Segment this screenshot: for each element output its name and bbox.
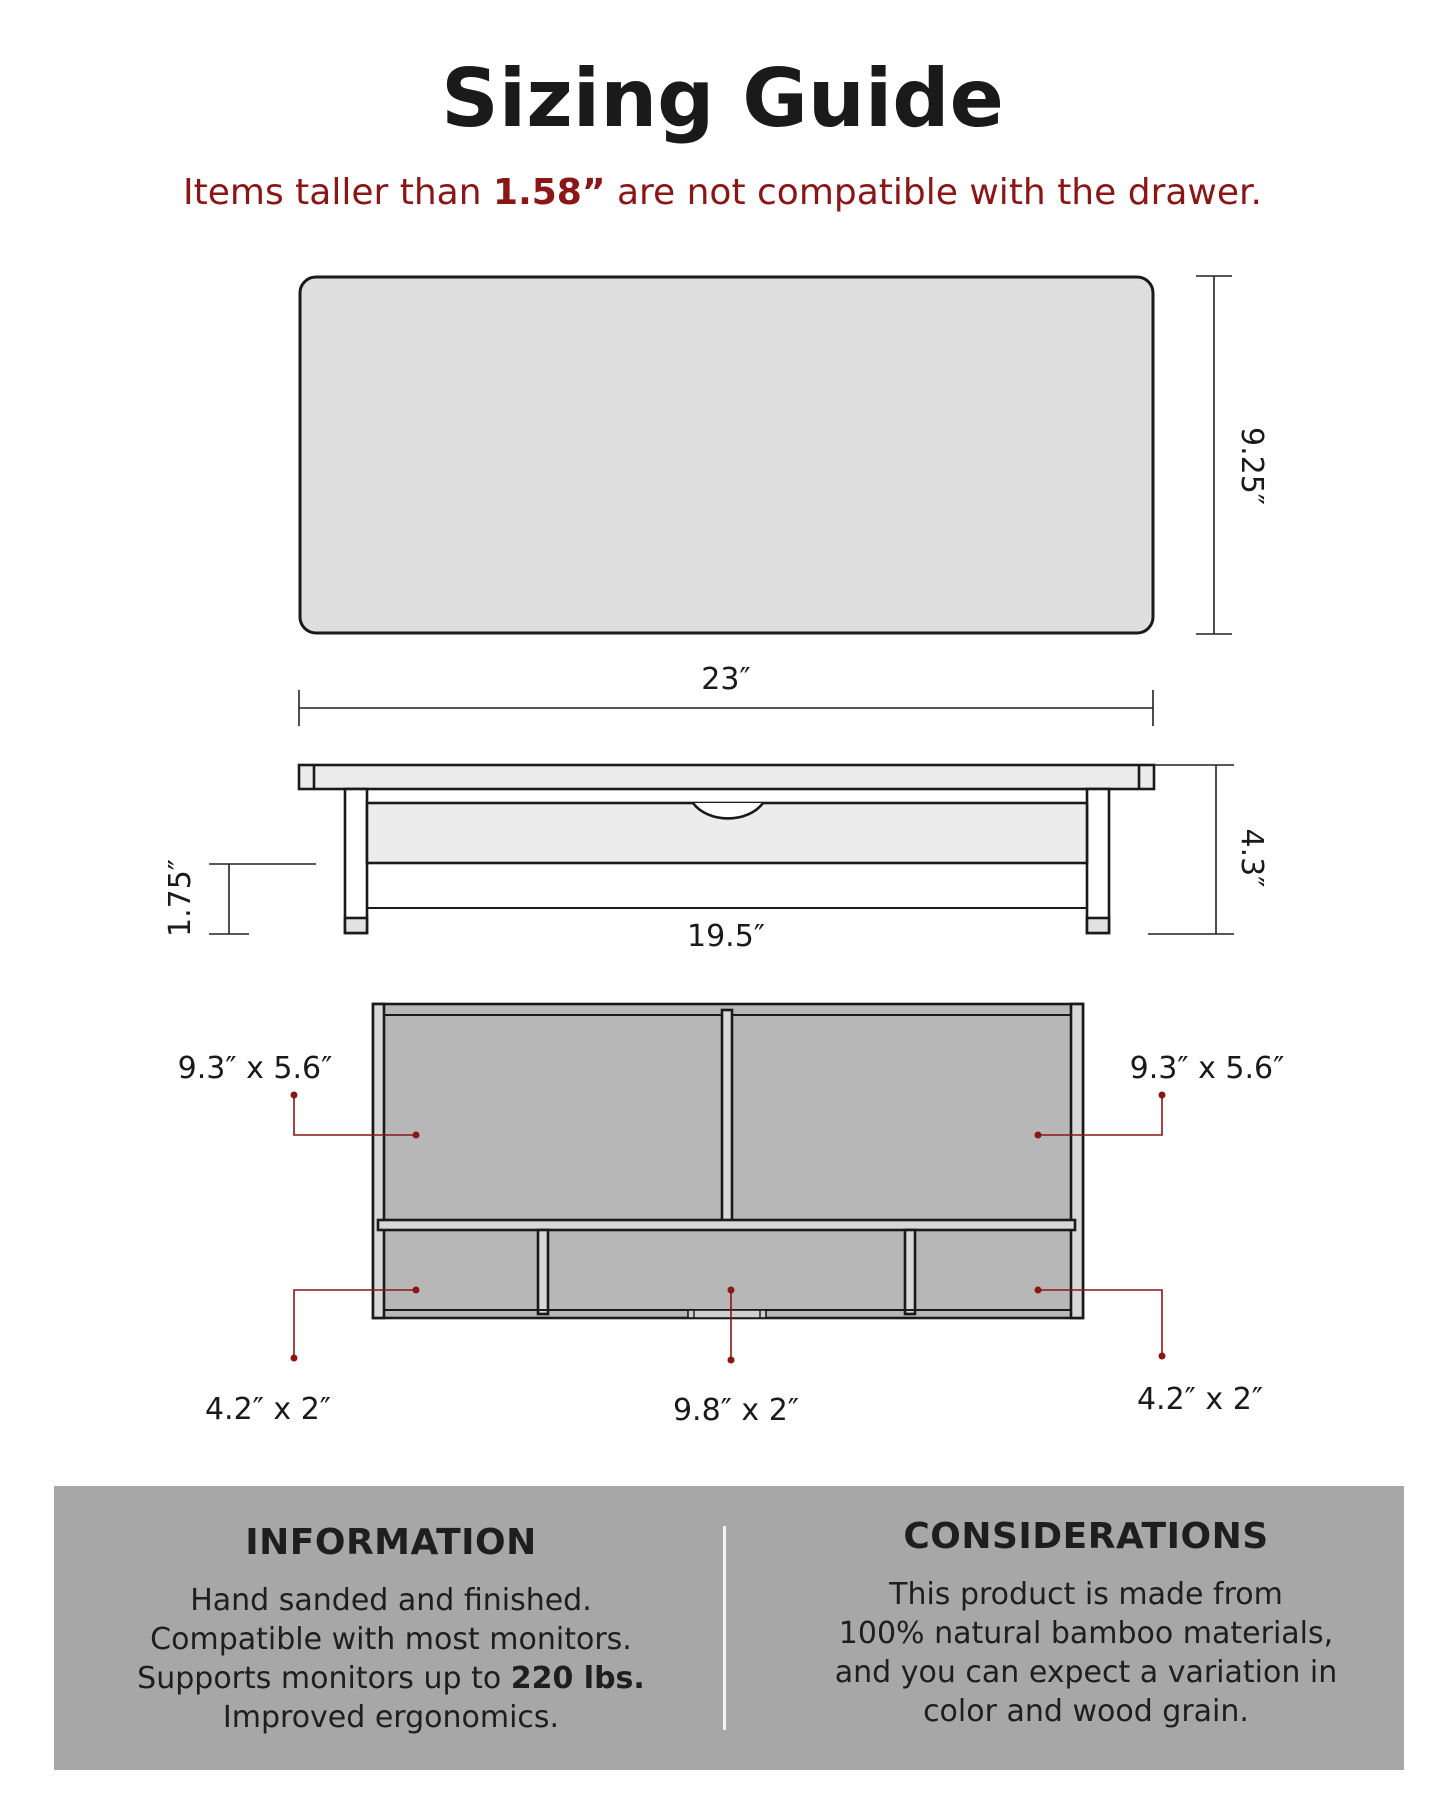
considerations-line: 100% natural bamboo materials, (838, 1616, 1334, 1651)
page-title: Sizing Guide (441, 52, 1004, 145)
compartment-bottom-center-label: 9.8″ x 2″ (672, 1393, 800, 1428)
considerations-column (786, 1516, 1386, 1731)
panel-divider (723, 1526, 726, 1730)
considerations-line: and you can expect a variation in (834, 1655, 1338, 1690)
depth-dimension (1196, 276, 1232, 634)
depth-label: 9.25″ (1234, 426, 1269, 506)
information-line: Improved ergonomics. (222, 1700, 560, 1735)
information-title: INFORMATION (245, 1522, 537, 1563)
information-line: Hand sanded and finished. (190, 1583, 592, 1618)
considerations-line: This product is made from (889, 1577, 1283, 1612)
max-height-value: 1.58” (493, 172, 606, 213)
information-line: Compatible with most monitors. (150, 1622, 632, 1657)
height-dimension (1148, 765, 1234, 934)
considerations-line: color and wood grain. (923, 1694, 1249, 1729)
height-label: 4.3″ (1234, 828, 1269, 888)
clearance-label: 1.75″ (163, 858, 198, 938)
compartment-bottom-left-label: 4.2″ x 2″ (204, 1392, 332, 1427)
compartment-top-left-label: 9.3″ x 5.6″ (177, 1051, 333, 1086)
information-column (91, 1522, 691, 1737)
note-suffix: are not compatible with the drawer. (605, 172, 1262, 213)
support-text: Supports monitors up to (137, 1661, 511, 1696)
inner-width-label: 19.5″ (686, 919, 766, 954)
compartment-top-right-label: 9.3″ x 5.6″ (1129, 1051, 1285, 1086)
drawer-tray (373, 1004, 1083, 1318)
clearance-dimension (209, 864, 316, 934)
side-view (299, 765, 1154, 933)
info-panel (54, 1486, 1404, 1770)
note-prefix: Items taller than (183, 172, 494, 213)
information-line (91, 1659, 691, 1698)
top-view-surface (300, 277, 1153, 633)
considerations-title: CONSIDERATIONS (903, 1516, 1269, 1557)
compartment-bottom-right-label: 4.2″ x 2″ (1136, 1382, 1264, 1417)
width-label: 23″ (701, 662, 751, 697)
support-weight: 220 lbs. (510, 1661, 645, 1696)
